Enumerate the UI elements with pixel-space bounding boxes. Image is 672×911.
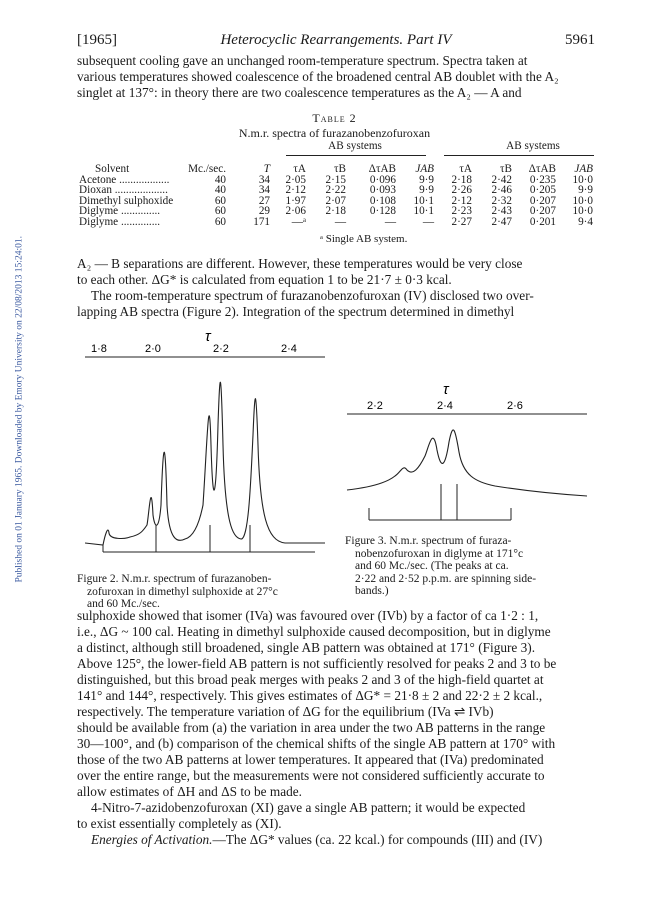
table-label: Table 2 (312, 111, 357, 125)
col-header: τA (293, 163, 306, 175)
figure-2-spectrum (85, 325, 330, 570)
group-header-1: AB systems (328, 140, 382, 152)
table-header-row (77, 164, 595, 175)
header-title: Heterocyclic Rearrangements. Part IV (220, 32, 452, 48)
table-cell: 10·1 (413, 194, 434, 207)
table-cell: 0·207 (529, 205, 556, 217)
table-cell: 29 (258, 205, 270, 217)
spectrum-trace (347, 430, 587, 496)
figure-3-spectrum (345, 380, 590, 540)
col-header: JAB (574, 163, 593, 175)
caption-line: zofuroxan in dimethyl sulphoxide at 27°c (87, 585, 278, 598)
tick-label: 2·4 (281, 343, 297, 355)
table-cell: — (384, 215, 396, 228)
text-line: 141° and 144°, respectively. This gives estimates of ΔG* = 21·8 ± 2 and 22·2 ± 2 kcal., (77, 688, 543, 703)
text-line: to exist essentially completely as (XI). (77, 816, 282, 831)
col-header: ΔτAB (528, 163, 556, 175)
table-footnote: ᵃ Single AB system. (320, 233, 408, 245)
tick-label: 2·2 (213, 343, 229, 355)
table-cell: 2·23 (451, 205, 472, 217)
text-line: i.e., ΔG ~ 100 cal. Heating in dimethyl sulphoxide caused decomposition, but in diglyme (77, 624, 551, 639)
caption-line: Figure 2. N.m.r. spectrum of furazanoben- (77, 573, 272, 585)
table-cell: 1·97 (285, 194, 306, 207)
table-cell: 171 (253, 215, 270, 228)
para-2 (77, 256, 592, 320)
table-caption: N.m.r. spectra of furazanobenzofuroxan (238, 126, 431, 140)
text-line (77, 832, 592, 848)
table-cell: Diglyme .............. (79, 215, 161, 228)
col-header: τA (459, 163, 472, 175)
caption-line: bands.) (355, 585, 389, 597)
table-cell: 2·43 (491, 205, 512, 217)
col-header: T (263, 163, 270, 175)
tick-label: 2·0 (145, 343, 161, 355)
caption-line: Figure 3. N.m.r. spectrum of furaza- (345, 535, 512, 547)
text-line: over the entire range, but the measurements were not considered sufficiently accurate to (77, 768, 545, 783)
caption-line: 2·22 and 2·52 p.p.m. are spinning side- (355, 572, 537, 585)
table-cell: 0·093 (369, 184, 396, 196)
table-cell: 10·0 (572, 173, 593, 186)
table-cell: 34 (258, 184, 270, 196)
table-cell: — (334, 215, 346, 228)
table-cell: 2·18 (325, 205, 346, 217)
tick-label: 2·2 (367, 400, 383, 412)
table-cell: 2·07 (325, 194, 346, 207)
table-cell: 2·27 (451, 215, 472, 228)
table-cell: 0·205 (529, 184, 556, 196)
table-cell: 2·18 (451, 173, 472, 186)
spectrum-trace (85, 382, 325, 545)
table-cell: 9·4 (578, 215, 593, 228)
table-cell: 2·15 (325, 173, 346, 186)
tau-symbol: τ (443, 381, 449, 398)
text-line: 30—100°, and (b) comparison of the chemical shifts of the single AB pattern at 170° with (77, 736, 556, 751)
para-1 (77, 53, 592, 101)
col-header: Solvent (95, 163, 130, 175)
text-line: Above 125°, the lower-field AB pattern is not sufficiently resolved for peaks 2 and 3 to be (77, 656, 557, 671)
col-header: ΔτAB (368, 163, 396, 175)
table-cell: 2·12 (451, 194, 472, 207)
header-year: [1965] (77, 32, 117, 48)
table-row (77, 217, 595, 228)
col-header: τB (500, 163, 512, 175)
tick-label: 2·6 (507, 400, 523, 412)
table-cell: 2·05 (285, 173, 306, 186)
text-line: should be available from (a) the variation in area under the two AB patterns in the range (77, 720, 546, 735)
table-cell: Dimethyl sulphoxide (79, 194, 174, 207)
table-cell: 2·22 (325, 184, 346, 196)
table-cell: 2·12 (285, 184, 306, 196)
figure-2-caption (77, 573, 337, 611)
table-cell: 2·46 (491, 184, 512, 196)
table-cell: 0·235 (529, 173, 556, 186)
col-header: τB (334, 163, 346, 175)
table-cell: 10·0 (572, 205, 593, 217)
col-header: JAB (415, 163, 434, 175)
text-line: those of the two AB patterns at lower temperatures. It appeared that (IVa) predominated (77, 752, 544, 767)
group-brace-1 (286, 155, 426, 160)
para-3 (77, 608, 592, 848)
text-line: allow estimates of ΔH and ΔS to be made. (77, 784, 303, 799)
table-cell: Dioxan ................... (79, 184, 168, 196)
nmr-table (77, 164, 595, 227)
tick-label: 1·8 (91, 343, 107, 355)
caption-line: nobenzofuroxan in diglyme at 171°c (355, 547, 524, 560)
table-cell: 2·32 (491, 194, 512, 207)
section-lead: Energies of Activation. (91, 832, 213, 847)
table-cell: 0·108 (369, 194, 396, 207)
text-line: A₂ — B separations are different. However, these temperatures would be very close (77, 256, 523, 271)
header-page: 5961 (565, 32, 595, 48)
table-cell: 60 (214, 215, 226, 228)
table-cell: Diglyme .............. (79, 205, 161, 217)
table-cell: —ᵃ (291, 215, 306, 228)
table-cell: Acetone .................. (79, 173, 170, 186)
text-line: to each other. ΔG* is calculated from equation 1 to be 21·7 ± 0·3 kcal. (77, 272, 452, 287)
sidebar-note: Published on 01 January 1965. Downloaded by Emory University on 22/08/2013 15:24:01. (14, 236, 25, 583)
caption-line: and 60 Mc./sec. (The peaks at ca. (355, 560, 509, 572)
group-brace-2 (444, 155, 594, 160)
text-line: a distinct, although still broadened, single AB pattern was obtained at 171° (Figure 3). (77, 640, 536, 655)
table-cell: 0·096 (369, 173, 396, 186)
tick-label: 2·4 (437, 400, 453, 412)
table-cell: 0·207 (529, 194, 556, 207)
table-row (77, 206, 595, 217)
text-line: subsequent cooling gave an unchanged room-temperature spectrum. Spectra taken at (77, 53, 528, 68)
text-line: 4-Nitro-7-azidobenzofuroxan (XI) gave a single AB pattern; it would be expected (91, 800, 526, 815)
table-cell: 9·9 (419, 173, 434, 186)
section-text: —The ΔG* values (ca. 22 kcal.) for compounds (III) and (IV) (212, 832, 543, 847)
figure-3-caption (345, 535, 595, 598)
text-line: The room-temperature spectrum of furazanobenzofuroxan (IV) disclosed two over- (91, 288, 534, 303)
text-line: respectively. The temperature variation of ΔG for the equilibrium (IVa ⇌ IVb) (77, 704, 494, 719)
table-cell: 10·0 (572, 194, 593, 207)
table-cell: 34 (258, 173, 270, 186)
text-line: lapping AB spectra (Figure 2). Integration of the spectrum determined in dimethyl (77, 304, 515, 319)
table-cell: 2·42 (491, 173, 512, 186)
text-line: singlet at 137°: in theory there are two coalescence temperatures as the A₂ — A and (77, 85, 522, 100)
table-cell: 40 (214, 184, 226, 196)
running-header (77, 32, 595, 50)
table-cell: 0·201 (529, 215, 556, 228)
text-line: sulphoxide showed that isomer (IVa) was favoured over (IVb) by a factor of ca 1·2 : 1, (77, 608, 539, 623)
table-cell: 9·9 (578, 184, 593, 196)
col-header: Mc./sec. (188, 163, 226, 175)
text-line: distinguished, but this broad peak merges with peaks 2 and 3 of the high-field quartet at (77, 672, 544, 687)
tau-symbol: τ (205, 328, 211, 345)
table-cell: 27 (258, 194, 270, 207)
table-cell: 60 (214, 194, 226, 207)
table-cell: 2·06 (285, 205, 306, 217)
table-cell: 9·9 (419, 184, 434, 196)
table-cell: 10·1 (413, 205, 434, 217)
table-cell: 40 (214, 173, 226, 186)
table-cell: 2·26 (451, 184, 472, 196)
group-header-2: AB systems (506, 140, 560, 152)
text-line: various temperatures showed coalescence of the broadened central AB doublet with the A₂ (77, 69, 559, 84)
table-cell: 0·128 (369, 205, 396, 217)
table-cell: 2·47 (491, 215, 512, 228)
table-row (77, 185, 595, 196)
table-cell: 60 (214, 205, 226, 217)
caption-line: and 60 Mc./sec. (87, 598, 160, 610)
table-cell: — (422, 215, 434, 228)
